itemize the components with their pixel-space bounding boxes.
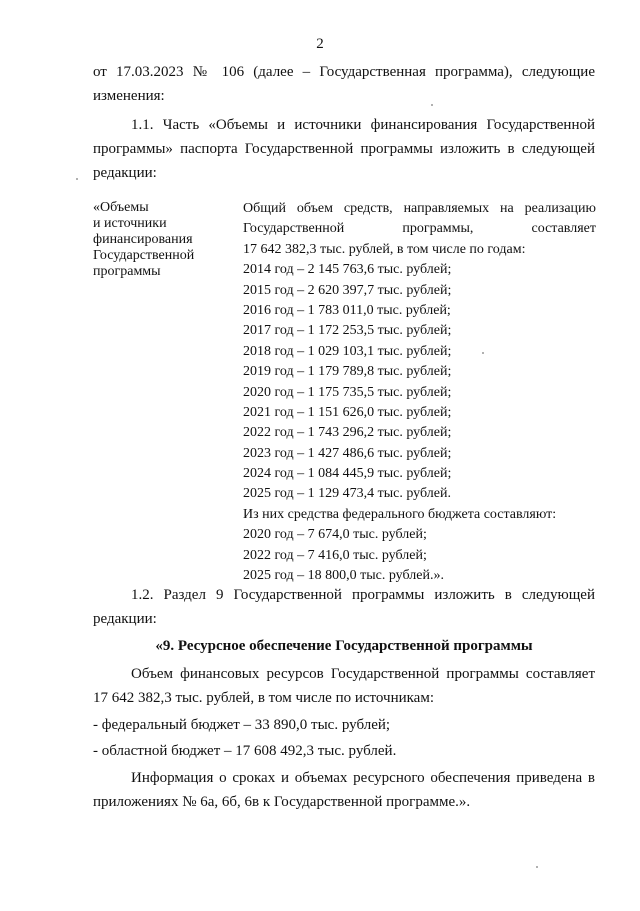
item-1-2-line-1: 1.2. Раздел 9 Государственной программы изложить в следующей (131, 587, 595, 603)
year-line: 2016 год – 1 783 011,0 тыс. рублей; (243, 302, 451, 318)
total-line-2: Государственной программы, составляет (243, 221, 596, 237)
total-line-3: 17 642 382,3 тыс. рублей, в том числе по годам: (243, 241, 526, 257)
section-9-volume-paragraph (93, 662, 595, 710)
year-line: 2024 год – 1 084 445,9 тыс. рублей; (243, 466, 452, 482)
label-line: «Объемы (93, 200, 149, 215)
passport-value-cell (243, 199, 596, 586)
regional-budget-line-block (93, 739, 595, 763)
item-1-1-paragraph (93, 113, 595, 185)
federal-heading: Из них средства федерального бюджета составляют: (243, 506, 557, 522)
volume-line-1: Объем финансовых ресурсов Государственной программы составляет (131, 666, 595, 682)
label-line: программы (93, 264, 161, 279)
intro-line-1: от 17.03.2023 № 106 (далее – Государственная программа), следующие (93, 64, 595, 80)
info-line-2: приложениях № 6а, 6б, 6в к Государственной программе.». (93, 794, 471, 810)
section-9-info-paragraph (93, 766, 595, 814)
year-line: 2018 год – 1 029 103,1 тыс. рублей; (243, 343, 452, 359)
regional-budget-line: - областной бюджет – 17 608 492,3 тыс. рублей. (93, 743, 397, 759)
year-line: 2017 год – 1 172 253,5 тыс. рублей; (243, 323, 452, 339)
page-number: 2 (316, 36, 324, 52)
label-line: Государственной (93, 248, 195, 263)
item-1-2-paragraph (93, 583, 595, 631)
year-line: 2015 год – 2 620 397,7 тыс. рублей; (243, 282, 452, 298)
intro-line-2: изменения: (93, 88, 165, 104)
year-line: 2022 год – 1 743 296,2 тыс. рублей; (243, 425, 452, 441)
scan-speck (76, 178, 78, 180)
intro-paragraph (93, 60, 595, 108)
federal-year-line: 2025 год – 18 800,0 тыс. рублей.». (243, 568, 444, 584)
scan-speck (482, 352, 484, 354)
volume-line-2: 17 642 382,3 тыс. рублей, в том числе по источникам: (93, 690, 435, 706)
year-line: 2023 год – 1 427 486,6 тыс. рублей; (243, 445, 452, 461)
item-1-1-line-2: программы» паспорта Государственной программы изложить в следующей (93, 141, 595, 157)
section-9-heading-block (93, 634, 595, 658)
federal-year-line: 2020 год – 7 674,0 тыс. рублей; (243, 527, 427, 543)
year-line: 2019 год – 1 179 789,8 тыс. рублей; (243, 364, 452, 380)
passport-label-cell (93, 200, 233, 280)
label-line: финансирования (93, 232, 193, 247)
year-line: 2014 год – 2 145 763,6 тыс. рублей; (243, 262, 452, 278)
scan-speck (431, 104, 433, 106)
item-1-1-line-1: 1.1. Часть «Объемы и источники финансирования Государственной (131, 117, 595, 133)
federal-year-line: 2022 год – 7 416,0 тыс. рублей; (243, 547, 427, 563)
info-line-1: Информация о сроках и объемах ресурсного обеспечения приведена в (131, 770, 595, 786)
item-1-2-line-2: редакции: (93, 611, 157, 627)
year-line: 2020 год – 1 175 735,5 тыс. рублей; (243, 384, 452, 400)
item-1-1-line-3: редакции: (93, 165, 157, 181)
federal-budget-line-block (93, 713, 595, 737)
scan-speck (536, 866, 538, 868)
label-line: и источники (93, 216, 167, 231)
year-line: 2021 год – 1 151 626,0 тыс. рублей; (243, 404, 452, 420)
federal-budget-line: - федеральный бюджет – 33 890,0 тыс. рублей; (93, 717, 391, 733)
year-line: 2025 год – 1 129 473,4 тыс. рублей. (243, 486, 451, 502)
section-9-heading: «9. Ресурсное обеспечение Государственной программы (155, 638, 533, 654)
total-line-1: Общий объем средств, направляемых на реализацию (243, 201, 596, 216)
